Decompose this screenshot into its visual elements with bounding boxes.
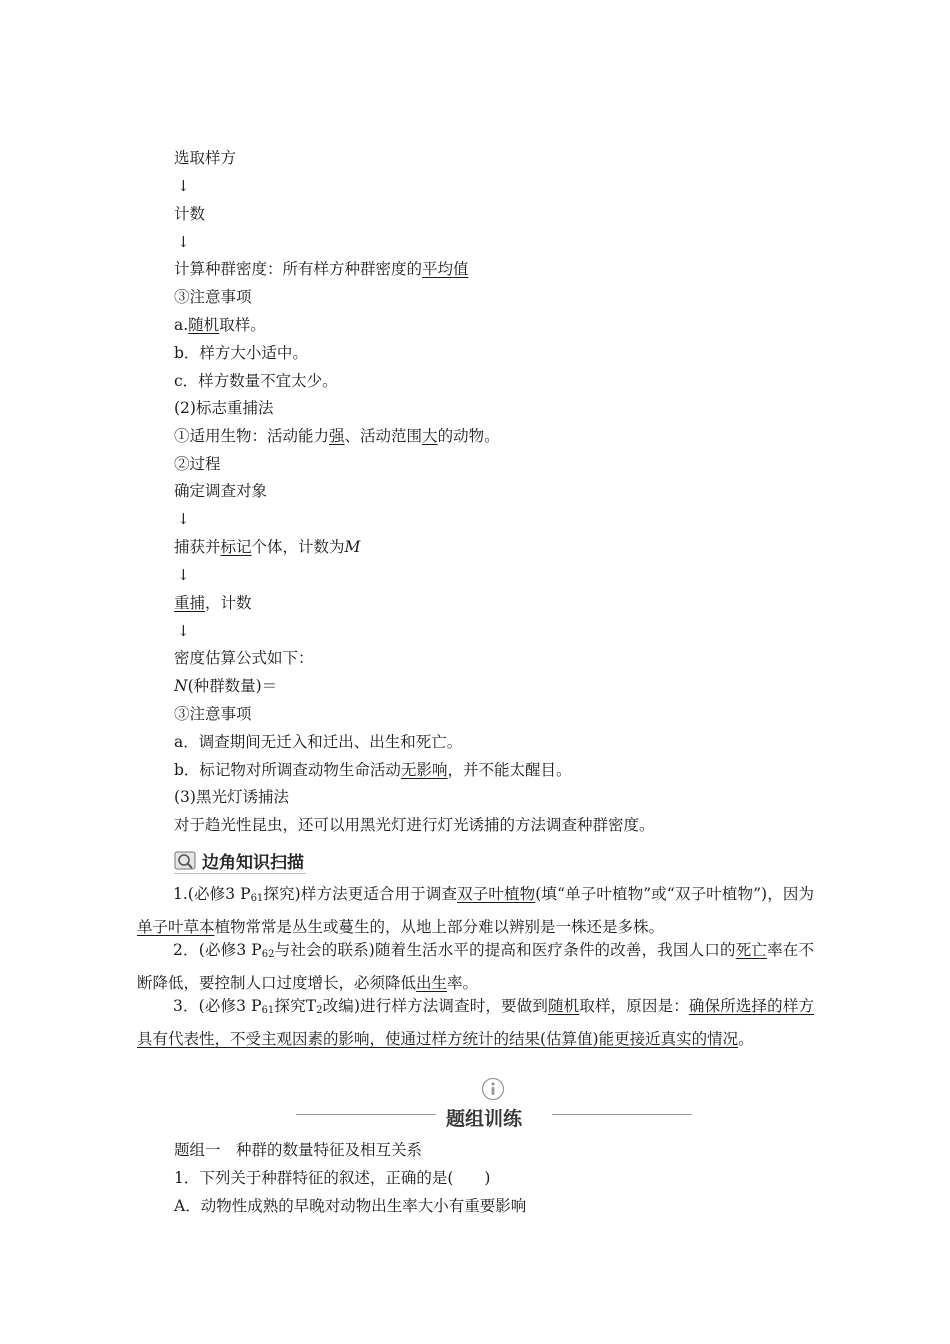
text-segment: ，并不能太醒目。 <box>447 761 572 779</box>
corner-item-1 <box>137 880 814 941</box>
text-segment: 改编)进行样方法调查时，要做到 <box>322 997 548 1015</box>
flow-step-select-quadrat: 选取样方 <box>174 149 237 167</box>
question-group-title: 题组一 种群的数量特征及相互关系 <box>174 1141 423 1159</box>
banner-title: 边角知识扫描 <box>202 852 304 873</box>
page-subscript: 61 <box>250 893 264 904</box>
flow-step-target: 确定调查对象 <box>174 482 268 500</box>
text-segment: 捕获并 <box>174 538 221 556</box>
text-segment: 探究T <box>274 997 317 1015</box>
text-segment: 与社会的联系)随着生活水平的提高和医疗条件的改善，我国人口的 <box>274 941 736 959</box>
corner-knowledge-banner <box>174 846 304 874</box>
flow-step-recapture <box>174 593 252 613</box>
header-rule-left <box>296 1114 436 1115</box>
variable: N <box>174 677 188 695</box>
text-segment: b．标记物对所调查动物生命活动 <box>174 761 401 779</box>
training-header <box>296 1077 692 1129</box>
fill-blank: 重捕 <box>174 594 206 612</box>
banner-divider <box>174 873 306 874</box>
text-segment: 2．(必修3 P <box>173 941 262 959</box>
corner-item-3 <box>137 992 814 1053</box>
note-item-c: c．样方数量不宜太少。 <box>174 372 338 390</box>
text-segment: 、活动范围 <box>344 427 423 445</box>
header-rule-right <box>552 1114 692 1115</box>
flow-arrow: ↓ <box>177 622 190 640</box>
fill-blank: 确保所选择的样方具有代表性，不受主观因素的影响，使通过样方统计的结果(估算值)能更接近真实的情况 <box>137 997 814 1048</box>
flow-arrow: ↓ <box>177 566 190 584</box>
text-segment: 1.(必修3 P <box>173 885 251 903</box>
page-subscript: 62 <box>261 949 275 960</box>
variable: M <box>344 538 361 556</box>
subscript: 2 <box>316 1005 323 1016</box>
fill-blank: 随机 <box>188 316 220 334</box>
text-segment: 植物常常是丛生或蔓生的，从地上部分难以辨别是一株还是多株。 <box>214 918 665 936</box>
fill-blank: 单子叶草本 <box>137 918 215 936</box>
page-subscript: 61 <box>261 1005 275 1016</box>
fill-blank: 死亡 <box>735 941 768 959</box>
fill-blank: 无影响 <box>400 761 448 779</box>
note-item-a <box>174 315 266 335</box>
fill-blank: 双子叶植物 <box>457 885 536 903</box>
text-segment: 率。 <box>447 974 479 992</box>
text-segment: ，计数 <box>205 594 252 612</box>
formula-line <box>174 676 277 696</box>
notes-heading: ③注意事项 <box>174 705 252 723</box>
fill-blank: 标记 <box>220 538 252 556</box>
formula-intro: 密度估算公式如下： <box>174 649 314 667</box>
fill-blank: 平均值 <box>422 260 469 278</box>
fill-blank: 强 <box>329 427 345 445</box>
flow-arrow: ↓ <box>177 510 190 528</box>
section-heading: (2)标志重捕法 <box>174 399 274 417</box>
text-segment: 3．(必修3 P <box>173 997 262 1015</box>
text-segment: 探究)样方法更适合用于调查 <box>263 885 458 903</box>
text-segment: 取样，原因是： <box>579 997 689 1015</box>
notes-heading: ③注意事项 <box>174 288 252 306</box>
note-item-b <box>174 760 571 780</box>
flow-step-count: 计数 <box>174 205 206 223</box>
note-item-a: a．调查期间无迁入和迁出、出生和死亡。 <box>174 733 463 751</box>
light-trap-text: 对于趋光性昆虫，还可以用黑光灯进行灯光诱捕的方法调查种群密度。 <box>174 816 655 834</box>
fill-blank: 大 <box>422 427 438 445</box>
fill-blank: 出生 <box>416 974 448 992</box>
text-segment: a. <box>174 316 189 334</box>
fill-blank: 随机 <box>548 997 580 1015</box>
question-1: 1．下列关于种群特征的叙述，正确的是( ) <box>174 1169 491 1187</box>
text-segment: 计算种群密度：所有样方种群密度的 <box>174 260 423 278</box>
training-title: 题组训练 <box>446 1108 523 1130</box>
flow-step-capture <box>174 537 360 557</box>
process-heading: ②过程 <box>174 455 221 473</box>
text-segment: ①适用生物：活动能力 <box>174 427 330 445</box>
flow-arrow: ↓ <box>177 233 190 251</box>
text-segment: 个体，计数为 <box>251 538 345 556</box>
text-segment: 取样。 <box>219 316 266 334</box>
corner-item-2 <box>137 936 814 997</box>
flow-step-calc-density <box>174 259 469 279</box>
question-1-option-a: A．动物性成熟的早晚对动物出生率大小有重要影响 <box>174 1197 527 1215</box>
text-segment: 。 <box>738 1030 754 1048</box>
text-segment: (填“单子叶植物”或“双子叶植物”)，因为 <box>535 885 814 903</box>
text-segment: 率在不断降低，要控制人口过度增长，必须降低 <box>137 941 814 992</box>
note-item-b: b．样方大小适中。 <box>174 344 308 362</box>
magnifier-book-icon <box>174 849 196 871</box>
applies-line <box>174 426 500 446</box>
text-segment: (种群数量)＝ <box>187 677 278 695</box>
info-bulb-icon <box>481 1077 505 1101</box>
flow-arrow: ↓ <box>177 177 190 195</box>
text-segment: 的动物。 <box>437 427 500 445</box>
section-heading: (3)黑光灯诱捕法 <box>174 788 289 806</box>
